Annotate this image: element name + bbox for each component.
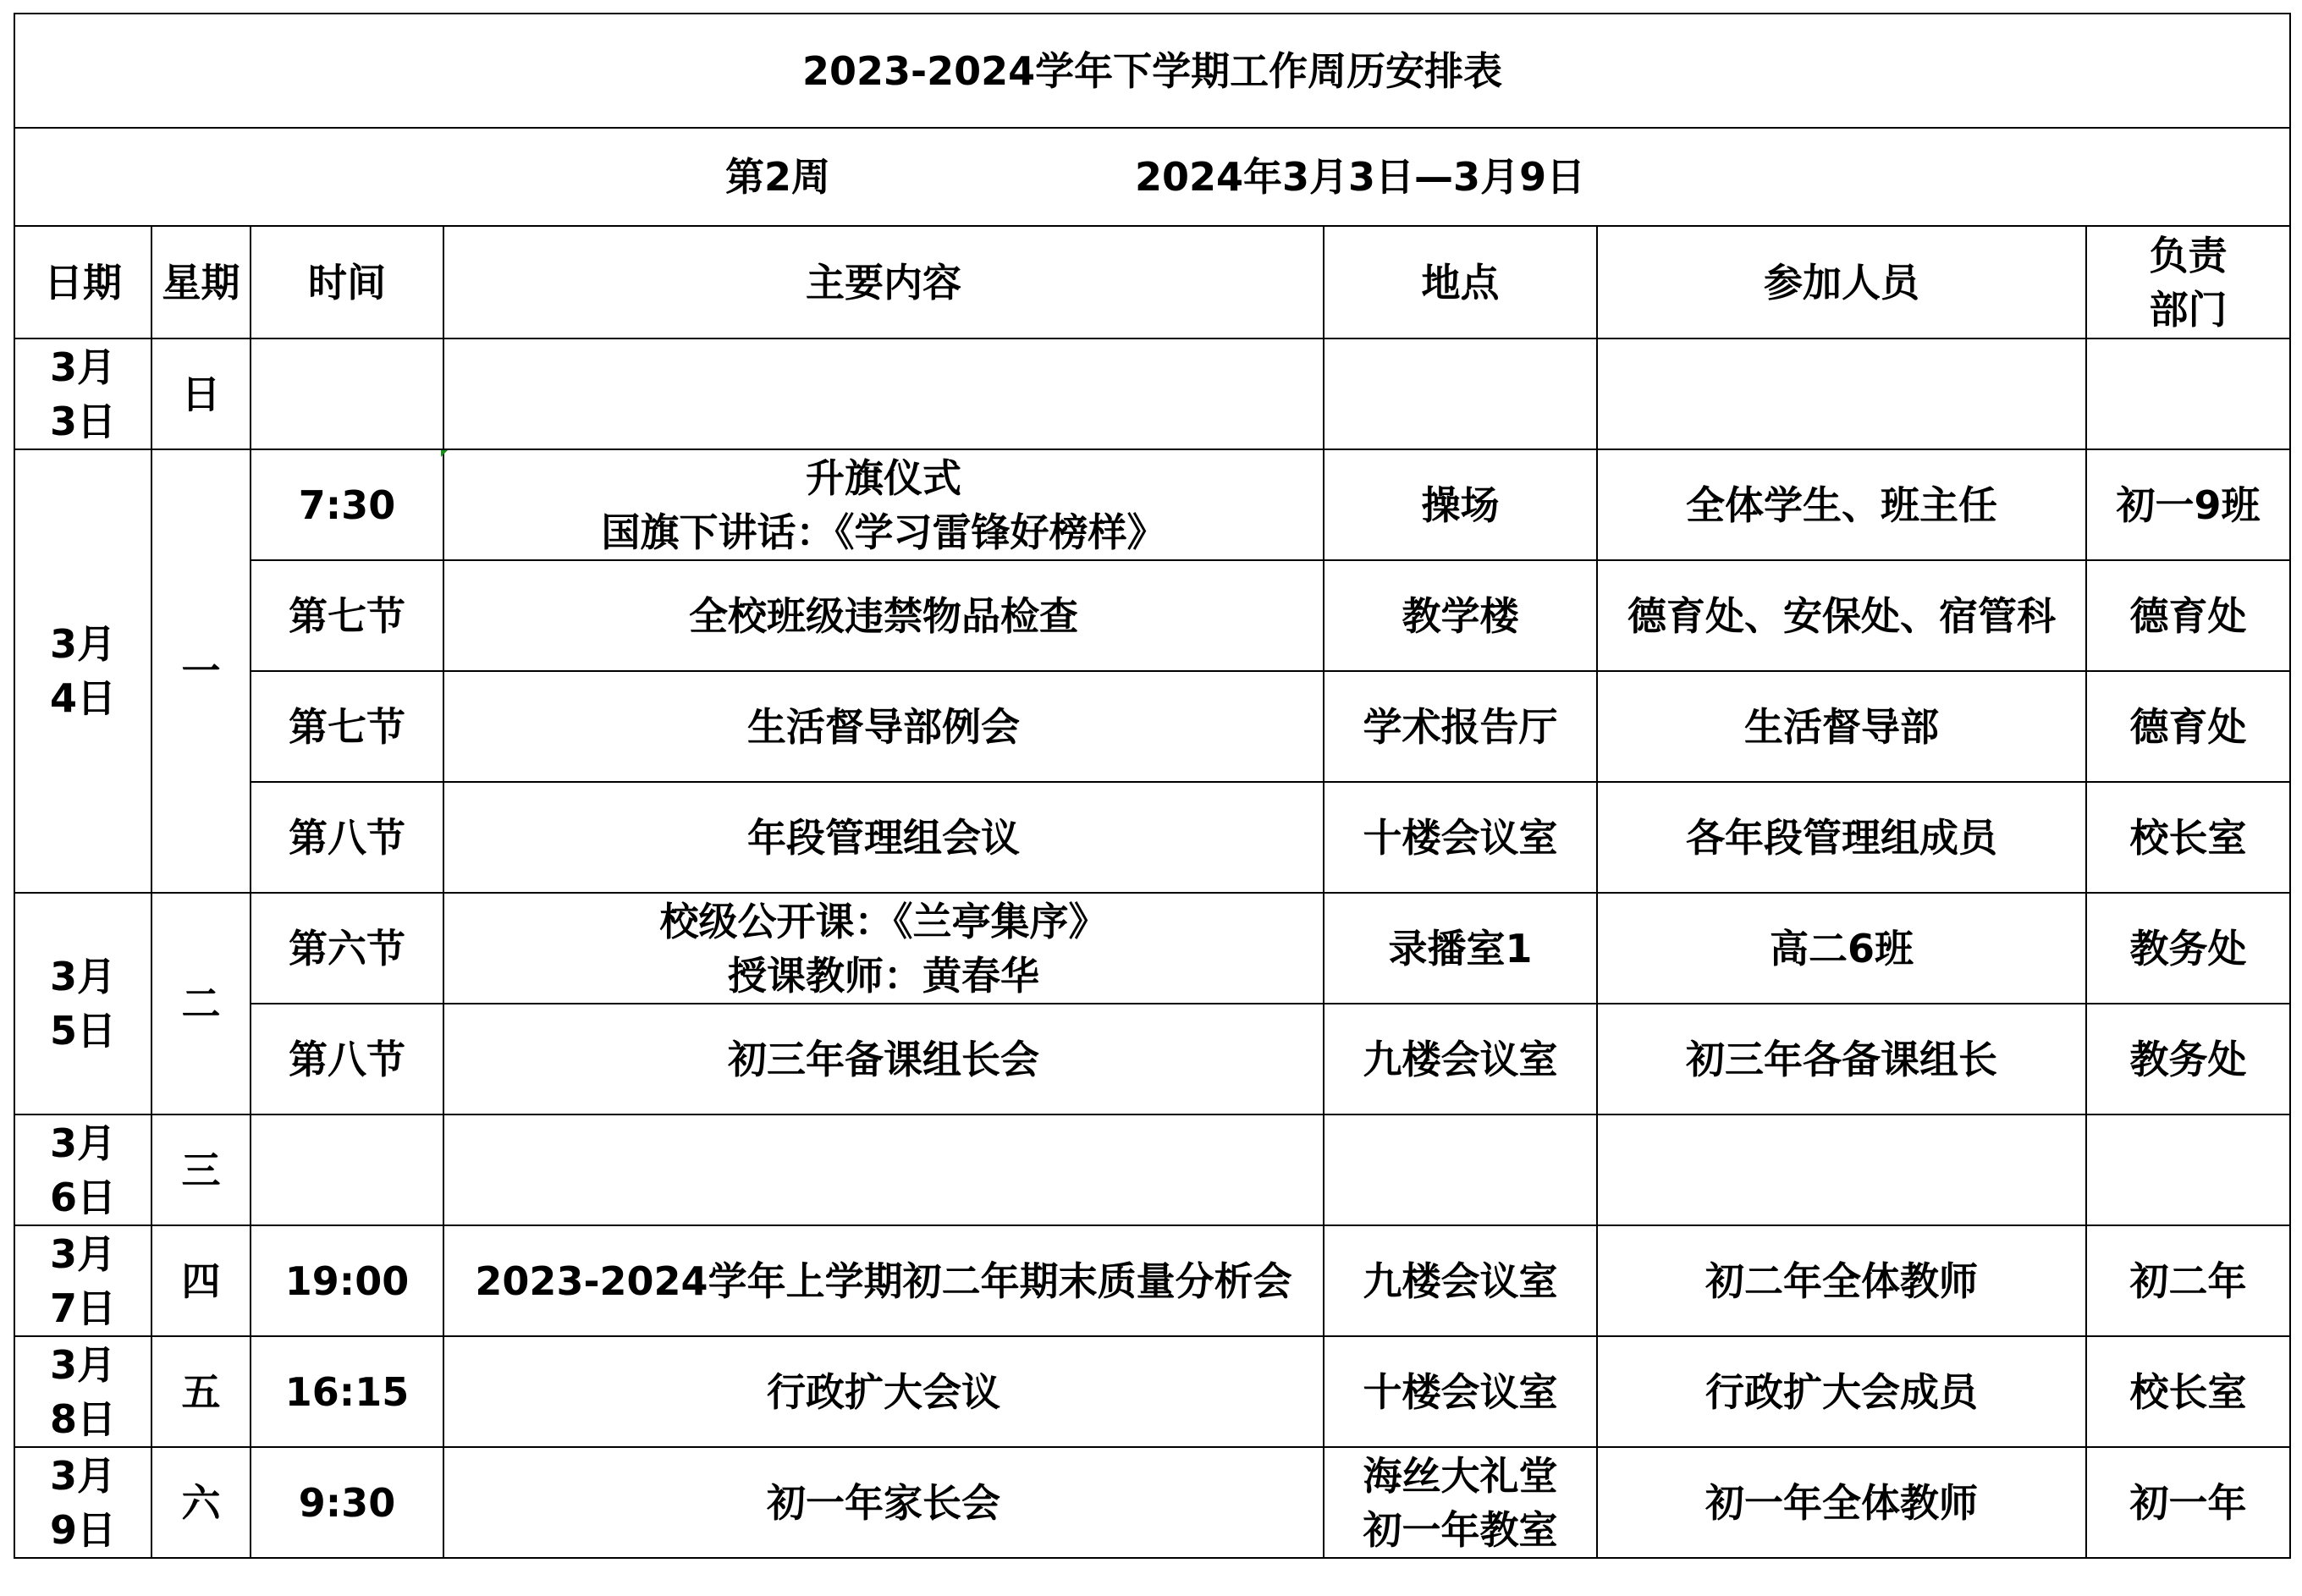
time-cell: 第七节: [251, 671, 443, 782]
content-cell: [443, 560, 1324, 671]
people-cell: 初二年全体教师: [1597, 1225, 2086, 1336]
place-cell: [1324, 1004, 1597, 1114]
place-cell: [1324, 671, 1597, 782]
place-cell: [1324, 338, 1597, 449]
content-cell: [443, 449, 1324, 560]
place-cell: [1324, 1114, 1597, 1225]
department-cell: [2086, 338, 2290, 449]
content-line: 授课教师：黄春华: [728, 952, 1039, 999]
time-cell: 第六节: [251, 893, 443, 1004]
content-line: 全校班级违禁物品检查: [689, 592, 1078, 639]
header-time: 时间: [251, 226, 443, 338]
time-cell: [251, 1114, 443, 1225]
header-content: 主要内容: [443, 226, 1324, 338]
table-row: [14, 1004, 2290, 1114]
content-line: 生活督导部例会: [747, 703, 1020, 750]
table-row: [14, 1225, 2290, 1336]
time-cell: 7:30: [251, 449, 443, 560]
table-header-row: [14, 226, 2290, 338]
place-line: 九楼会议室: [1363, 1036, 1558, 1082]
header-department-line2: 部门: [2149, 286, 2228, 333]
date-cell: [14, 1336, 151, 1447]
content-cell: [443, 1225, 1324, 1336]
people-cell: 全体学生、班主任: [1597, 449, 2086, 560]
people-cell: 初一年全体教师: [1597, 1447, 2086, 1558]
content-line: 初三年备课组长会: [728, 1036, 1039, 1082]
time-cell: 第八节: [251, 782, 443, 893]
place-cell: [1324, 782, 1597, 893]
department-cell: [2086, 1114, 2290, 1225]
table-row: [14, 1114, 2290, 1225]
date-day: 9日: [49, 1506, 116, 1553]
date-month: 3月: [49, 1230, 116, 1277]
date-cell: [14, 1447, 151, 1558]
date-day: 7日: [49, 1285, 116, 1331]
table-row: [14, 1336, 2290, 1447]
people-cell: 行政扩大会成员: [1597, 1336, 2086, 1447]
place-line: 教学楼: [1402, 592, 1519, 639]
week-number: 第2周: [725, 154, 831, 200]
header-weekday: 星期: [151, 226, 251, 338]
place-line: 操场: [1421, 482, 1500, 528]
time-cell: 19:00: [251, 1225, 443, 1336]
header-people: 参加人员: [1597, 226, 2086, 338]
header-place: 地点: [1324, 226, 1597, 338]
people-cell: [1597, 1114, 2086, 1225]
page-title: 2023-2024学年下学期工作周历安排表: [14, 14, 2290, 128]
header-department: [2086, 226, 2290, 338]
content-line: 年段管理组会议: [747, 814, 1020, 861]
time-cell: 第七节: [251, 560, 443, 671]
date-cell: [14, 1114, 151, 1225]
content-line: 校级公开课：《兰亭集序》: [659, 898, 1108, 944]
header-department-line1: 负责: [2149, 232, 2228, 278]
schedule-table: [14, 13, 2291, 1559]
table-row: [14, 1447, 2290, 1558]
place-cell: [1324, 1336, 1597, 1447]
weekday-cell: 四: [151, 1225, 251, 1336]
place-line: 录播室1: [1388, 925, 1533, 971]
department-cell: 德育处: [2086, 671, 2290, 782]
content-cell: [443, 671, 1324, 782]
content-cell: [443, 893, 1324, 1004]
time-cell: 16:15: [251, 1336, 443, 1447]
date-month: 3月: [49, 344, 116, 390]
date-month: 3月: [49, 1341, 116, 1388]
content-cell: [443, 1114, 1324, 1225]
weekday-cell: 二: [151, 893, 251, 1114]
content-line: 升旗仪式: [806, 454, 961, 501]
weekday-cell: 三: [151, 1114, 251, 1225]
date-day: 8日: [49, 1395, 116, 1442]
people-cell: 生活督导部: [1597, 671, 2086, 782]
department-cell: 教务处: [2086, 893, 2290, 1004]
place-cell: [1324, 1225, 1597, 1336]
date-cell: [14, 893, 151, 1114]
content-cell: [443, 1447, 1324, 1558]
content-cell: [443, 1336, 1324, 1447]
place-cell: [1324, 893, 1597, 1004]
date-month: 3月: [49, 1120, 116, 1166]
table-row: [14, 338, 2290, 449]
date-day: 5日: [49, 1008, 116, 1054]
content-line: 国旗下讲话：《学习雷锋好榜样》: [601, 509, 1166, 555]
date-cell: [14, 1225, 151, 1336]
place-line: 十楼会议室: [1363, 814, 1558, 861]
content-cell: [443, 782, 1324, 893]
weekday-cell: 六: [151, 1447, 251, 1558]
department-cell: 教务处: [2086, 1004, 2290, 1114]
place-cell: [1324, 560, 1597, 671]
date-month: 3月: [49, 954, 116, 999]
schedule-sheet: [14, 13, 2289, 1584]
date-day: 6日: [49, 1174, 116, 1220]
table-row: [14, 671, 2290, 782]
weekday-cell: 五: [151, 1336, 251, 1447]
cell-comment-marker: [441, 450, 448, 457]
department-cell: 初一9班: [2086, 449, 2290, 560]
week-banner: [14, 128, 2290, 226]
content-line: 初一年家长会: [767, 1479, 1000, 1526]
place-line: 九楼会议室: [1363, 1258, 1558, 1304]
department-cell: 校长室: [2086, 1336, 2290, 1447]
table-row: [14, 449, 2290, 560]
place-line: 海丝大礼堂: [1363, 1452, 1558, 1499]
people-cell: 高二6班: [1597, 893, 2086, 1004]
place-line: 初一年教室: [1363, 1506, 1558, 1553]
table-row: [14, 560, 2290, 671]
people-cell: 德育处、安保处、宿管科: [1597, 560, 2086, 671]
people-cell: 各年段管理组成员: [1597, 782, 2086, 893]
time-cell: 9:30: [251, 1447, 443, 1558]
content-line: 行政扩大会议: [767, 1368, 1000, 1415]
department-cell: 校长室: [2086, 782, 2290, 893]
department-cell: 初一年: [2086, 1447, 2290, 1558]
week-date-range: 2024年3月3日—3月9日: [1135, 154, 1586, 200]
header-date: 日期: [14, 226, 151, 338]
place-line: 学术报告厅: [1363, 703, 1558, 750]
date-day: 4日: [49, 675, 116, 721]
date-day: 3日: [49, 398, 116, 444]
place-cell: [1324, 449, 1597, 560]
table-row: [14, 893, 2290, 1004]
place-line: 十楼会议室: [1363, 1368, 1558, 1415]
department-cell: 初二年: [2086, 1225, 2290, 1336]
time-cell: [251, 338, 443, 449]
weekday-cell: 一: [151, 449, 251, 893]
people-cell: [1597, 338, 2086, 449]
time-cell: 第八节: [251, 1004, 443, 1114]
date-cell: [14, 449, 151, 893]
date-cell: [14, 338, 151, 449]
department-cell: 德育处: [2086, 560, 2290, 671]
people-cell: 初三年各备课组长: [1597, 1004, 2086, 1114]
table-row: [14, 782, 2290, 893]
content-line: 2023-2024学年上学期初二年期末质量分析会: [475, 1258, 1292, 1304]
content-cell: [443, 338, 1324, 449]
place-cell: [1324, 1447, 1597, 1558]
content-cell: [443, 1004, 1324, 1114]
date-month: 3月: [49, 1452, 116, 1499]
date-month: 3月: [49, 621, 116, 667]
weekday-cell: 日: [151, 338, 251, 449]
